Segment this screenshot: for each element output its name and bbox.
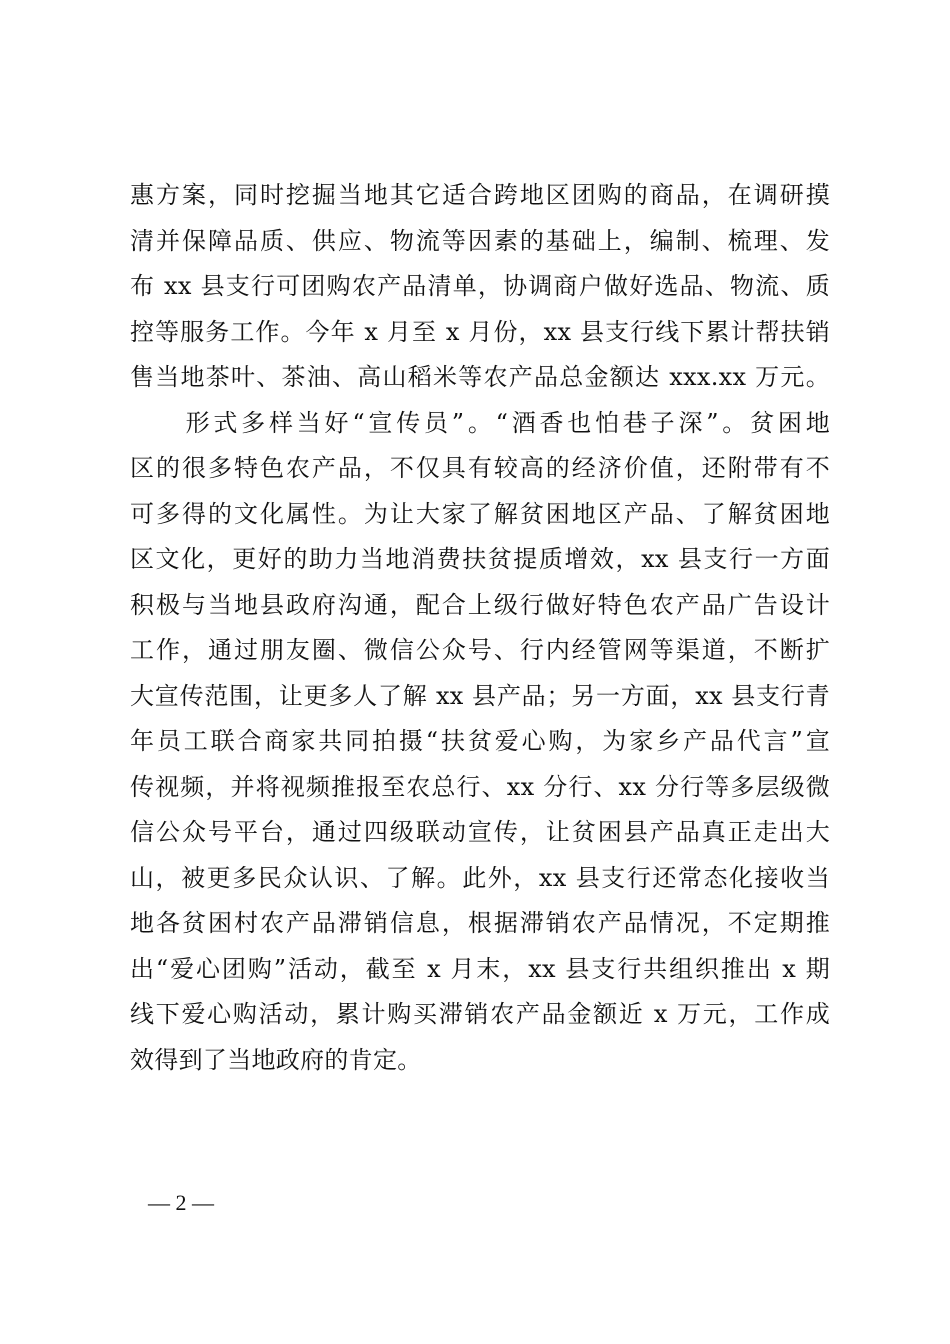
paragraph-line: 积极与当地县政府沟通，配合上级行做好特色农产品广告设计 xyxy=(130,590,830,619)
paragraph-line: 年员工联合商家共同拍摄“扶贫爱心购，为家乡产品代言”宣 xyxy=(130,727,830,755)
paragraph-line: 控等服务工作。今年 x 月至 x 月份，xx 县支行线下累计帮扶销 xyxy=(130,317,830,346)
paragraph-line: 工作，通过朋友圈、微信公众号、行内经管网等渠道，不断扩 xyxy=(130,636,830,664)
paragraph-line: 惠方案，同时挖掘当地其它适合跨地区团购的商品，在调研摸 xyxy=(130,181,830,209)
paragraph-line: 区文化，更好的助力当地消费扶贫提质增效，xx 县支行一方面 xyxy=(130,545,830,573)
paragraph-line: 山，被更多民众认识、了解。此外，xx 县支行还常态化接收当 xyxy=(130,863,830,892)
body-text xyxy=(130,173,830,1083)
paragraph-line: 清并保障品质、供应、物流等因素的基础上，编制、梳理、发 xyxy=(130,226,830,255)
paragraph-line: 效得到了当地政府的肯定。 xyxy=(130,1045,422,1074)
paragraph-line: 可多得的文化属性。为让大家了解贫困地区产品、了解贫困地 xyxy=(130,499,830,528)
page-number: — 2 — xyxy=(148,1190,214,1215)
paragraph-line: 信公众号平台，通过四级联动宣传，让贫困县产品真正走出大 xyxy=(130,818,830,846)
paragraph-line: 售当地茶叶、茶油、高山稻米等农产品总金额达 xxx.xx 万元。 xyxy=(130,363,830,391)
paragraph-line: 区的很多特色农产品，不仅具有较高的经济价值，还附带有不 xyxy=(130,454,830,482)
paragraph-line: 传视频，并将视频推报至农总行、xx 分行、xx 分行等多层级微 xyxy=(130,772,830,801)
paragraph-line: 地各贫困村农产品滞销信息，根据滞销农产品情况，不定期推 xyxy=(130,909,830,937)
paragraph-line: 出“爱心团购”活动，截至 x 月末，xx 县支行共组织推出 x 期 xyxy=(130,954,830,983)
paragraph-1 xyxy=(130,173,830,401)
paragraph-line: 形式多样当好“宣传员”。“酒香也怕巷子深”。贫困地 xyxy=(130,408,830,437)
paragraph-2 xyxy=(130,401,830,1084)
paragraph-line: 线下爱心购活动，累计购买滞销农产品金额近 x 万元，工作成 xyxy=(130,1000,830,1028)
paragraph-line: 布 xx 县支行可团购农产品清单，协调商户做好选品、物流、质 xyxy=(130,272,830,300)
paragraph-line: 大宣传范围，让更多人了解 xx 县产品；另一方面，xx 县支行青 xyxy=(130,681,830,710)
